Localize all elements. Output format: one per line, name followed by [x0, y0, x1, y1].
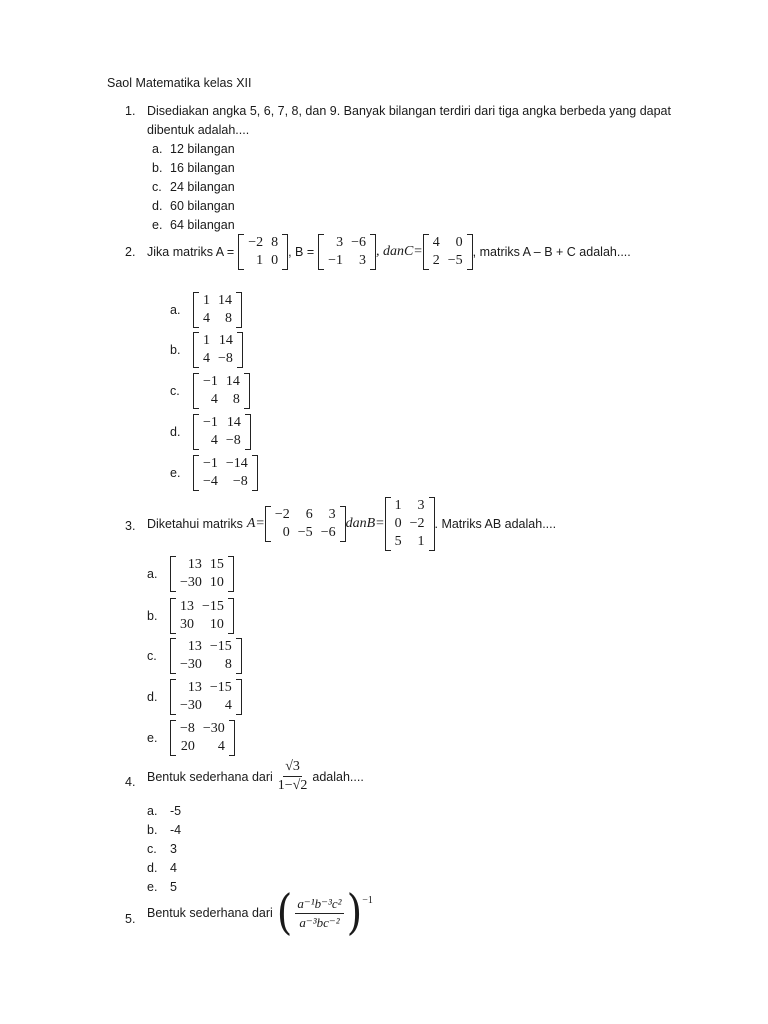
- matrix-cell: 4: [432, 235, 440, 250]
- q4-statement: [147, 759, 364, 794]
- matrix-body: [176, 720, 229, 756]
- matrix-cell: 3: [358, 253, 366, 268]
- q1-option-text: 16 bilangan: [170, 161, 235, 175]
- q4-option-text: 5: [170, 880, 177, 894]
- matrix-cell: −5: [297, 525, 313, 540]
- matrix-cell: −8: [180, 721, 195, 736]
- q4-option-letter: a.: [147, 804, 158, 818]
- matrix-cell: 1: [203, 333, 210, 348]
- page-title: Saol Matematika kelas XII: [107, 76, 252, 90]
- q2-statement: [147, 234, 631, 270]
- q4-option-text: 4: [170, 861, 177, 875]
- q3-option-letter: a.: [147, 567, 158, 581]
- q2-option-letter: e.: [170, 466, 181, 480]
- matrix-cell: −1: [203, 456, 218, 471]
- matrix-cell: 1: [394, 498, 402, 513]
- q4-option-letter: e.: [147, 880, 158, 894]
- matrix-cell: 1: [256, 253, 264, 268]
- q1-option-letter: c.: [152, 180, 162, 194]
- matrix-cell: −4: [203, 474, 218, 489]
- matrix-right-bracket: [236, 638, 242, 674]
- q3-number: 3.: [125, 519, 136, 533]
- matrix-body: [176, 638, 236, 674]
- matrix-cell: −8: [218, 351, 233, 366]
- q3-option-matrix: [170, 679, 242, 715]
- matrix-body: [176, 556, 228, 592]
- matrix-body: [271, 506, 340, 542]
- q3-option-letter: b.: [147, 609, 158, 623]
- matrix-cell: 6: [305, 507, 313, 522]
- q4-prefix: Bentuk sederhana dari: [147, 769, 273, 784]
- q4-option-text: -4: [170, 823, 182, 837]
- matrix-body: [324, 234, 370, 270]
- matrix-cell: 4: [203, 351, 210, 366]
- q5-prefix: Bentuk sederhana dari: [147, 906, 273, 920]
- matrix-cell: −30: [180, 657, 202, 672]
- q5-right-paren: ): [346, 885, 363, 941]
- q5-fraction: [295, 896, 343, 931]
- matrix-right-bracket: [229, 720, 235, 756]
- matrix-right-bracket: [237, 332, 243, 368]
- q2-option-matrix: [193, 373, 250, 409]
- matrix-cell: −1: [203, 415, 218, 430]
- matrix-cell: 0: [271, 253, 279, 268]
- matrix-cell: 14: [218, 333, 233, 348]
- matrix-body: [199, 373, 244, 409]
- q2-option-matrix: [193, 414, 251, 450]
- matrix-cell: 13: [187, 557, 202, 572]
- matrix-cell: 8: [232, 392, 240, 407]
- matrix-cell: 13: [187, 680, 202, 695]
- q4-option-text: 3: [170, 842, 177, 856]
- matrix-cell: 4: [224, 698, 232, 713]
- q2-matrix-a: [238, 234, 288, 270]
- matrix-body: [176, 598, 228, 634]
- q5-statement: [147, 885, 373, 941]
- matrix-cell: 15: [209, 557, 224, 572]
- matrix-body: [199, 332, 237, 368]
- matrix-right-bracket: [245, 414, 251, 450]
- q1-option-text: 60 bilangan: [170, 199, 235, 213]
- matrix-cell: 13: [180, 599, 194, 614]
- q1-option-letter: d.: [152, 199, 163, 213]
- matrix-cell: 1: [203, 293, 210, 308]
- q4-numerator: √3: [283, 759, 302, 777]
- matrix-right-bracket: [228, 598, 234, 634]
- q3-option-matrix: [170, 556, 234, 592]
- matrix-cell: −2: [274, 507, 290, 522]
- matrix-body: [199, 455, 252, 491]
- q3-matrix-b: [385, 497, 435, 551]
- matrix-cell: 10: [209, 575, 224, 590]
- matrix-cell: −6: [320, 525, 336, 540]
- q3-option-letter: e.: [147, 731, 158, 745]
- q4-suffix: adalah....: [312, 769, 364, 784]
- q2-option-matrix: [193, 332, 243, 368]
- q1-text-line2: dibentuk adalah....: [147, 123, 250, 137]
- q5-denominator: a⁻³bc⁻²: [299, 914, 340, 930]
- q3-a-eq: A=: [246, 516, 265, 531]
- matrix-cell: 8: [225, 311, 232, 326]
- matrix-cell: −6: [351, 235, 366, 250]
- matrix-right-bracket: [228, 556, 234, 592]
- matrix-cell: −30: [180, 698, 202, 713]
- q3-dan-b: danB=: [345, 516, 385, 531]
- matrix-cell: 0: [394, 516, 402, 531]
- q5-number: 5.: [125, 912, 136, 926]
- q4-option-letter: b.: [147, 823, 158, 837]
- matrix-cell: 0: [282, 525, 290, 540]
- q2-option-matrix: [193, 455, 258, 491]
- matrix-body: [199, 292, 236, 328]
- q3-suffix: . Matriks AB adalah....: [434, 517, 557, 531]
- q2-sep-b: , B =: [288, 245, 315, 259]
- q5-exponent: −1: [362, 895, 373, 906]
- matrix-cell: 30: [180, 617, 194, 632]
- q2-option-letter: d.: [170, 425, 181, 439]
- q1-text-line1: Disediakan angka 5, 6, 7, 8, dan 9. Banyak bilangan terdiri dari tiga angka berbeda yang dapat: [147, 104, 671, 118]
- q5-left-paren: (: [276, 885, 293, 941]
- matrix-right-bracket: [252, 455, 258, 491]
- matrix-cell: 5: [394, 534, 402, 549]
- q1-option-letter: b.: [152, 161, 163, 175]
- matrix-cell: 13: [187, 639, 202, 654]
- q3-option-letter: c.: [147, 649, 157, 663]
- matrix-cell: −8: [232, 474, 248, 489]
- matrix-right-bracket: [244, 373, 250, 409]
- matrix-cell: 8: [224, 657, 232, 672]
- matrix-cell: 4: [210, 433, 218, 448]
- matrix-cell: 4: [210, 392, 218, 407]
- matrix-cell: 3: [336, 235, 344, 250]
- matrix-cell: 0: [455, 235, 463, 250]
- matrix-right-bracket: [236, 679, 242, 715]
- matrix-cell: −15: [209, 680, 232, 695]
- q2-matrix-b: [318, 234, 376, 270]
- q4-number: 4.: [125, 775, 136, 789]
- q2-option-letter: b.: [170, 343, 181, 357]
- q4-option-letter: d.: [147, 861, 158, 875]
- q3-option-letter: d.: [147, 690, 158, 704]
- matrix-cell: 8: [271, 235, 279, 250]
- q1-option-text: 12 bilangan: [170, 142, 235, 156]
- q2-option-letter: c.: [170, 384, 180, 398]
- q4-fraction: [276, 759, 310, 794]
- q2-dan-c: , danC=: [375, 244, 423, 259]
- q4-option-letter: c.: [147, 842, 157, 856]
- matrix-cell: −2: [248, 235, 264, 250]
- q3-option-matrix: [170, 638, 242, 674]
- matrix-cell: −1: [328, 253, 344, 268]
- q3-matrix-a: [265, 506, 346, 542]
- matrix-cell: −1: [203, 374, 218, 389]
- q2-option-matrix: [193, 292, 242, 328]
- matrix-cell: 3: [328, 507, 336, 522]
- q3-prefix: Diketahui matriks: [147, 517, 243, 531]
- matrix-body: [244, 234, 282, 270]
- matrix-cell: −15: [202, 599, 224, 614]
- matrix-cell: −5: [447, 253, 463, 268]
- matrix-cell: −30: [180, 575, 202, 590]
- matrix-body: [391, 497, 429, 551]
- q5-numerator: a⁻¹b⁻³c²: [295, 896, 343, 914]
- matrix-cell: −14: [225, 456, 248, 471]
- matrix-cell: 14: [218, 293, 232, 308]
- matrix-cell: 3: [417, 498, 425, 513]
- matrix-body: [176, 679, 236, 715]
- q1-option-letter: a.: [152, 142, 163, 156]
- q2-suffix: , matriks A – B + C adalah....: [472, 245, 631, 259]
- matrix-cell: 14: [226, 415, 241, 430]
- matrix-cell: 2: [432, 253, 440, 268]
- q2-number: 2.: [125, 245, 136, 259]
- q3-option-matrix: [170, 598, 234, 634]
- matrix-cell: 14: [225, 374, 240, 389]
- matrix-body: [429, 234, 467, 270]
- q3-option-matrix: [170, 720, 235, 756]
- matrix-cell: 4: [203, 311, 210, 326]
- q3-statement: [147, 497, 556, 551]
- matrix-cell: −8: [225, 433, 241, 448]
- q4-option-text: -5: [170, 804, 182, 818]
- matrix-cell: 1: [417, 534, 425, 549]
- q2-matrix-c: [423, 234, 473, 270]
- matrix-cell: 20: [180, 739, 195, 754]
- q1-number: 1.: [125, 104, 136, 118]
- q2-prefix: Jika matriks A =: [147, 245, 235, 259]
- q2-option-letter: a.: [170, 303, 181, 317]
- q1-option-text: 64 bilangan: [170, 218, 235, 232]
- q1-option-letter: e.: [152, 218, 163, 232]
- matrix-cell: −15: [209, 639, 232, 654]
- matrix-cell: 10: [209, 617, 224, 632]
- q1-option-text: 24 bilangan: [170, 180, 235, 194]
- matrix-cell: −2: [409, 516, 425, 531]
- matrix-cell: 4: [217, 739, 225, 754]
- q4-denominator: 1−√2: [277, 778, 308, 793]
- matrix-cell: −30: [202, 721, 225, 736]
- matrix-body: [199, 414, 245, 450]
- matrix-right-bracket: [236, 292, 242, 328]
